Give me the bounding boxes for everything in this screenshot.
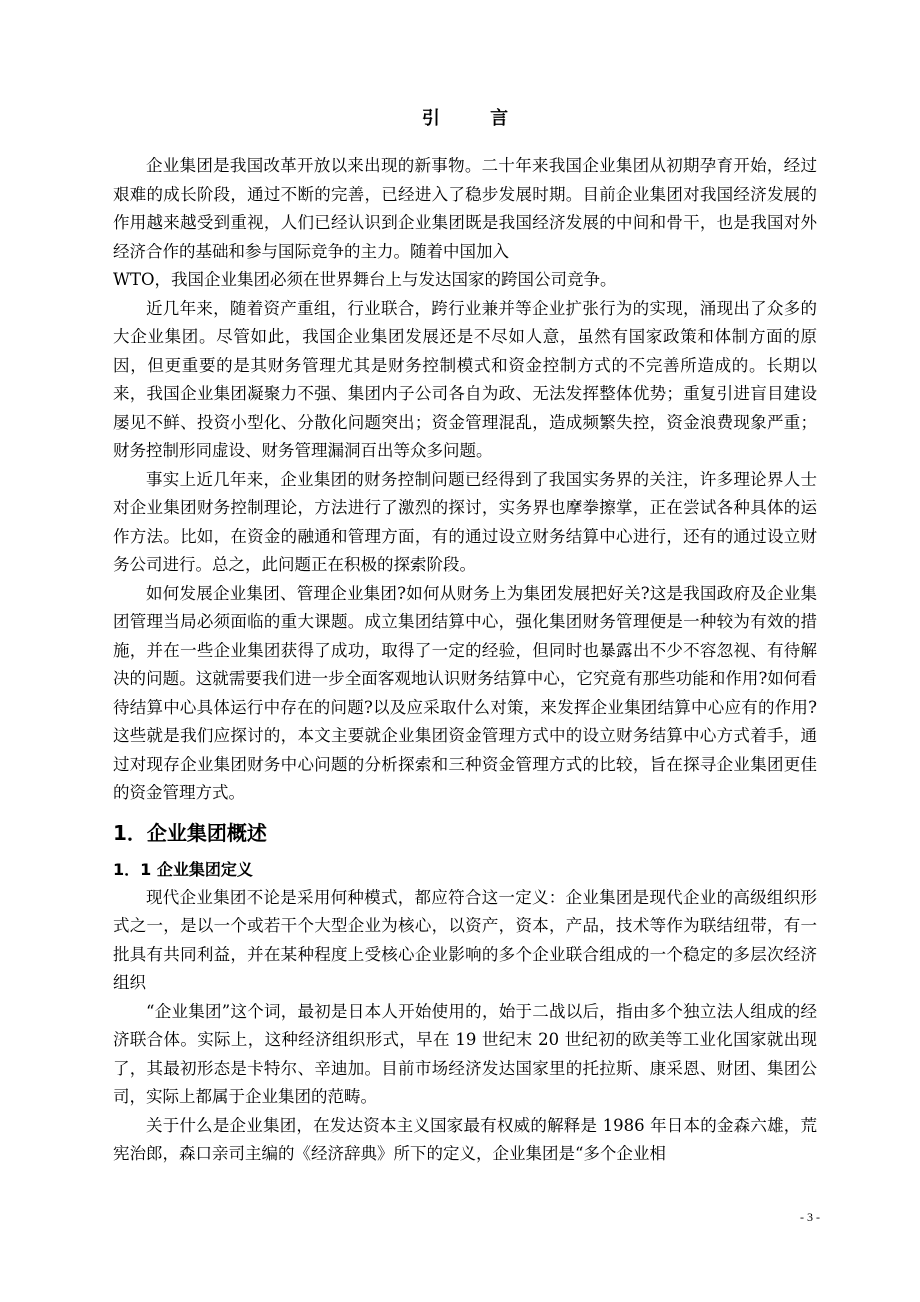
intro-paragraph-1-continued: WTO，我国企业集团必须在世界舞台上与发达国家的跨国公司竞争。	[113, 270, 617, 289]
intro-paragraph-2: 近几年来，随着资产重组，行业联合，跨行业兼并等企业扩张行为的实现，涌现出了众多的大企业集团。尽管如此，我国企业集团发展还是不尽如人意，虽然有国家政策和体制方面的原因，但更重要的是其财务管理尤其是财务控制模式和资金控制方式的不完善所造成的。长期以来，我国企业集团凝聚力不强、集团内子公司各自为政、无法发挥整体优势；重复引进盲目建设屡见不鲜、投资小型化、分散化问题突出；资金管理混乱，造成频繁失控，资金浪费现象严重；财务控制形同虚设、财务管理漏洞百出等众多问题。	[113, 298, 817, 460]
intro-paragraph-1: 企业集团是我国改革开放以来出现的新事物。二十年来我国企业集团从初期孕育开始，经过艰难的成长阶段，通过不断的完善，已经进入了稳步发展时期。目前企业集团对我国经济发展的作用越来越受到重视，人们已经认识到企业集团既是我国经济发展的中间和骨干，也是我国对外经济合作的基础和参与国际竞争的主力。随着中国加入	[113, 156, 817, 261]
page-number: - 3 -	[800, 1210, 820, 1224]
section-heading-1: 1．企业集团概述	[113, 820, 267, 845]
dictionary-paragraph: 关于什么是企业集团，在发达资本主义国家最有权威的解释是 1986 年日本的金森六雄，荒宪治郎，森口亲司主编的《经济辞典》所下的定义，企业集团是“多个企业相	[113, 1115, 817, 1163]
intro-paragraph-4: 如何发展企业集团、管理企业集团?如何从财务上为集团发展把好关?这是我国政府及企业集团管理当局必须面临的重大课题。成立集团结算中心，强化集团财务管理便是一种较为有效的措施，并在一些企业集团获得了成功，取得了一定的经验，但同时也暴露出不少不容忽视、有待解决的问题。这就需要我们进一步全面客观地认识财务结算中心，它究竟有那些功能和作用?如何看待结算中心具体运行中存在的问题?以及应采取什么对策，来发挥企业集团结算中心应有的作用?这些就是我们应探讨的，本文主要就企业集团资金管理方式中的设立财务结算中心方式着手，通过对现存企业集团财务中心问题的分析探索和三种资金管理方式的比较，旨在探寻企业集团更佳的资金管理方式。	[113, 583, 817, 802]
document-page	[113, 105, 817, 1169]
section-heading-1-1: 1．1 企业集团定义	[113, 859, 253, 879]
intro-paragraph-3: 事实上近几年来，企业集团的财务控制问题已经得到了我国实务界的关注，许多理论界人士对企业集团财务控制理论，方法进行了激烈的探讨，实务界也摩拳擦掌，正在尝试各种具体的运作方法。比如，在资金的融通和管理方面，有的通过设立财务结算中心进行，还有的通过设立财务公司进行。总之，此问题正在积极的探索阶段。	[113, 469, 817, 574]
document-title: 引 言	[421, 108, 531, 129]
definition-paragraph: 现代企业集团不论是采用何种模式，都应符合这一定义：企业集团是现代企业的高级组织形式之一，是以一个或若干个大型企业为核心，以资产，资本，产品，技术等作为联结纽带，有一批具有共同利益，并在某种程度上受核心企业影响的多个企业联合组成的一个稳定的多层次经济组织	[113, 887, 817, 992]
origin-paragraph: “企业集团”这个词，最初是日本人开始使用的，始于二战以后，指由多个独立法人组成的经济联合体。实际上，这种经济组织形式，早在 19 世纪末 20 世纪初的欧美等工业化国家就出现了，其最初形态是卡特尔、辛迪加。目前市场经济发达国家里的托拉斯、康采恩、财团、集团公司，实际上都属于企业集团的范畴。	[113, 1001, 817, 1106]
